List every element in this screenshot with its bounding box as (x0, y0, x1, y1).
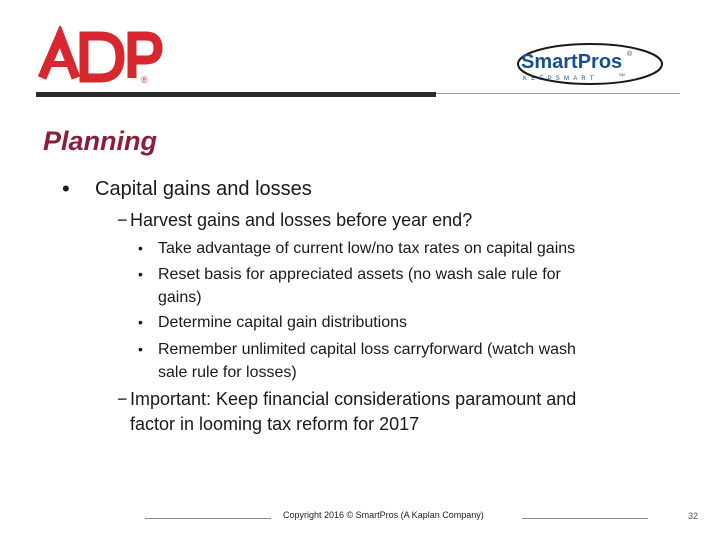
adp-registered-mark: ® (141, 75, 148, 85)
dash-icon: − (117, 389, 128, 409)
sub-bullet-text: Harvest gains and losses before year end? (130, 210, 473, 230)
smartpros-tagline-mark: SM (619, 72, 625, 77)
header-rule-light (436, 93, 680, 94)
item-text-line-1: Remember unlimited capital loss carryforward (watch wash (158, 341, 576, 358)
slide-title: Planning (43, 126, 157, 156)
smartpros-wordmark: SmartPros (521, 51, 623, 73)
footer-copyright: Copyright 2016 © SmartPros (A Kaplan Company) (283, 510, 484, 520)
item-text-line-2: gains) (158, 289, 202, 306)
item-text: Take advantage of current low/no tax rates on capital gains (158, 240, 576, 257)
adp-logo (36, 26, 166, 86)
smartpros-registered-mark: ® (627, 51, 633, 58)
smartpros-logo (515, 40, 665, 90)
item-text-line-1: Reset basis for appreciated assets (no wash sale rule for (158, 266, 561, 283)
smartpros-tagline: KEEPSMART (523, 76, 598, 82)
small-bullet-icon: • (138, 240, 143, 256)
footer-rule-left (145, 518, 271, 519)
sub-bullet-text-line-2: factor in looming tax reform for 2017 (130, 414, 420, 434)
dash-icon: − (117, 210, 128, 230)
item-text: Determine capital gain distributions (158, 314, 408, 331)
footer-rule-right (522, 518, 648, 519)
bullet-text: Capital gains and losses (95, 178, 312, 200)
bullet-dot-icon: • (62, 176, 70, 201)
page-number: 32 (688, 511, 699, 521)
small-bullet-icon: • (138, 314, 143, 330)
small-bullet-icon: • (138, 341, 143, 357)
sub-bullet-text-line-1: Important: Keep financial considerations paramount and (130, 389, 577, 409)
item-text-line-2: sale rule for losses) (158, 364, 297, 381)
header-rule-dark (36, 92, 436, 97)
small-bullet-icon: • (138, 266, 143, 282)
